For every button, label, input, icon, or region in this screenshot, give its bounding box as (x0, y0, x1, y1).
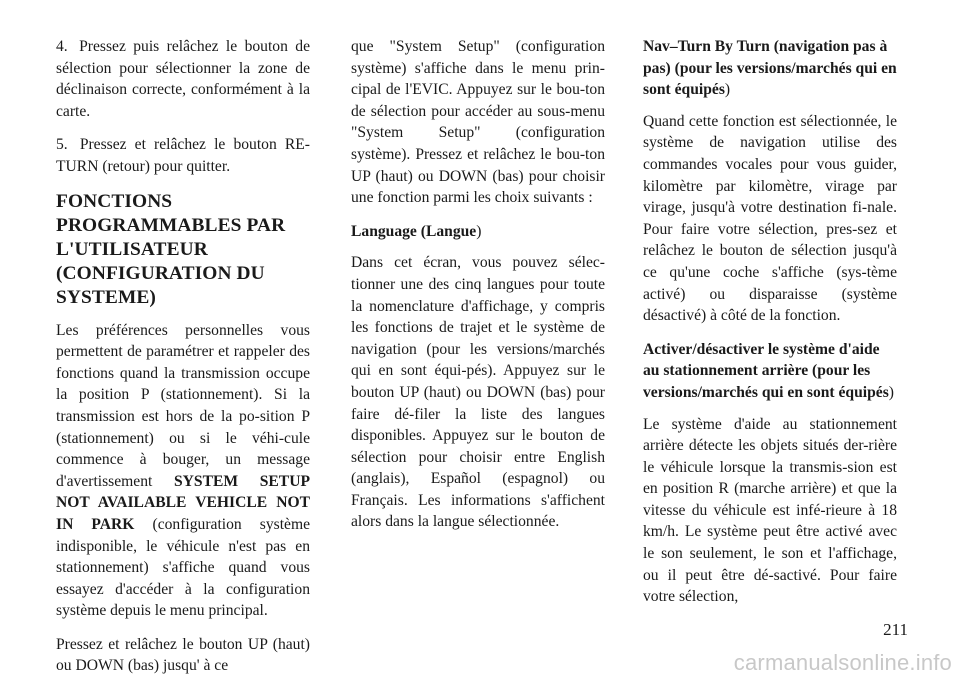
park-assist-heading-text: Activer/désactiver le système d'aide au stationnement arrière (pour les versions/marchés qui en sont équipés (643, 340, 889, 401)
language-heading (351, 221, 605, 243)
text-column-right (643, 36, 897, 620)
text-column-middle (351, 36, 605, 545)
up-down-paragraph: Pressez et relâchez le bouton UP (haut) ou DOWN (bas) jusqu' à ce (56, 635, 310, 675)
page-number: 211 (883, 620, 908, 639)
preferences-paragraph (56, 320, 310, 622)
warning-message-text: SYSTEM SETUP NOT AVAILABLE VEHICLE NOT IN PARK (56, 472, 310, 533)
park-assist-heading (643, 339, 897, 404)
park-assist-paragraph: Le système d'aide au stationnement arrière détecte les objets situés der-rière le véhicule lorsque la transmis-sion est en position R (marche arrière) et que la vitesse du véhicule est infé-rieure à 18 km/h. Le système peut être activé avec le son seulement, le son et l'affichage, ou il peut être dé-sactivé. Pour faire votre sélection, (643, 415, 897, 606)
language-heading-paren: ) (476, 222, 482, 240)
text-column-left (56, 36, 310, 689)
step-5-text: Pressez et relâchez le bouton RE-TURN (retour) pour quitter. (56, 136, 310, 175)
step-5-paragraph (56, 134, 310, 177)
nav-turn-heading-text: Nav–Turn By Turn (navigation pas à pas) (pour les versions/marchés qui en sont équipés (643, 38, 897, 99)
language-paragraph: Dans cet écran, vous pouvez sélec-tionner une des cinq langues pour toute la nomenclature d'affichage, y compris les fonctions de trajet et le système de navigation (pour les versions/marchés qui en sont équi-pés). Appuyez sur le bouton UP (haut) ou DOWN (bas) pour faire dé-filer la liste des langues disponibles. Appuyez sur le bouton de sélection pour choisir entre English (anglais), Español (espagnol) ou Français. Les informations s'affichent alors dans la langue sélectionnée. (351, 254, 605, 531)
nav-turn-heading-paren: ) (724, 81, 731, 99)
step-5-number: 5. (56, 136, 68, 154)
step-4-number: 4. (56, 38, 68, 55)
preferences-text-continued: (configuration système indisponible, le véhicule n'est pas en stationnement) s'affiche quand vous essayez d'accéder à la configuration système depuis le menu principal. (56, 515, 311, 620)
step-4-paragraph (56, 36, 310, 122)
watermark-text[interactable]: carmanualsonline.info (733, 650, 952, 675)
nav-turn-paragraph: Quand cette fonction est sélectionnée, le système de navigation utilise des commandes vocales pour vous guider, kilomètre par kilomètre, virage par virage, jusqu'à votre destination fi-nale. Pour faire votre sélection, pres-sez et relâchez le bouton de sélection jusqu'à ce qu'une coche s'affiche (sys-tème activé) ou disparaisse (système désactivé) à côté de la fonction. (643, 112, 897, 325)
language-heading-text: Language (Langue (351, 222, 477, 240)
section-heading: FONCTIONS PROGRAMMABLES PAR L'UTILISATEUR (CONFIGURATION DU SYSTEME) (56, 190, 286, 308)
step-4-text: Pressez puis relâchez le bouton de sélection pour sélectionner la zone de déclinaison correcte, conformément à la carte. (56, 38, 310, 120)
system-setup-paragraph: que "System Setup" (configuration système) s'affiche dans le menu prin-cipal de l'EVIC. Appuyez sur le bou-ton de sélection pour accéder au sous-menu "System Setup" (configuration système). Pressez et relâchez le bou-ton UP (haut) ou DOWN (bas) pour choisir une fonction parmi les choix suivants : (351, 38, 605, 207)
preferences-text: Les préférences personnelles vous permettent de paramétrer et rappeler des fonctions quand la transmission occupe la position P (stationnement). Si la transmission est hors de la po-sition P (stationnement) ou si le véhi-cule commence à bouger, un message d'avertissement (56, 321, 310, 490)
nav-turn-heading (643, 36, 897, 101)
park-assist-heading-paren: ) (888, 383, 894, 401)
